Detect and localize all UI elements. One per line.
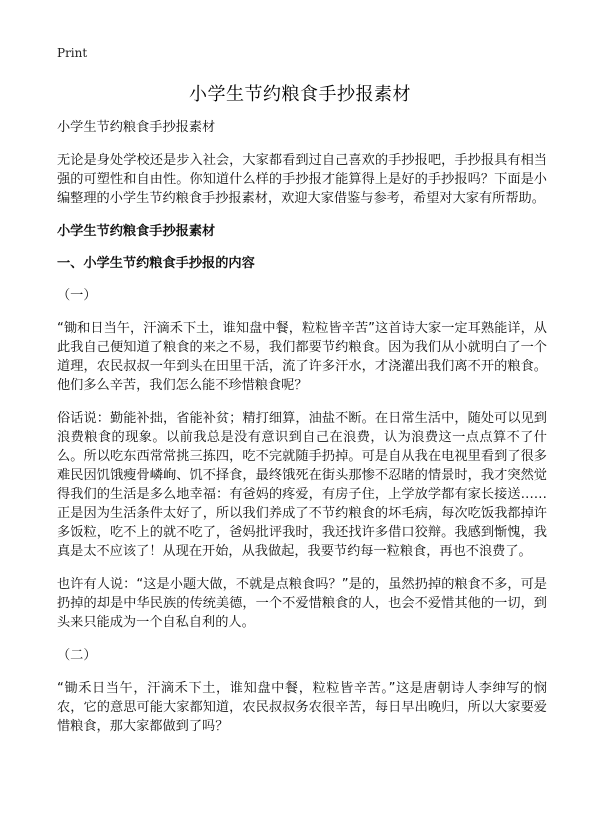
print-label: Print — [57, 46, 88, 60]
part-one-paragraph-1: “锄和日当午，汗滴禾下土，谁知盘中餐，粒粒皆辛苦”这首诗大家一定耳熟能详，从此我自己便知道了粮食的来之不易，我们都要节约粮食。因为我们从小就明白了一个道理，农民叔叔一年到头在田里干活，流了许多汗水，才浇灌出我们离不开的粮食。他们多么辛苦，我们怎么能不珍惜粮食呢？ — [57, 321, 547, 393]
document-subtitle: 小学生节约粮食手抄报素材 — [57, 120, 216, 135]
document-body — [57, 118, 547, 750]
part-two-marker: （二） — [57, 648, 97, 663]
subsection-heading: 一、小学生节约粮食手抄报的内容 — [57, 256, 255, 271]
part-one-paragraph-2: 俗话说：勤能补拙，省能补贫；精打细算，油盐不断。在日常生活中，随处可以见到浪费粮食的现象。以前我总是没有意识到自己在浪费，认为浪费这一点点算不了什么。所以吃东西常常挑三拣四，吃不完就随手扔掉。可是自从我在电视里看到了很多难民因饥饿瘦骨嶙峋、饥不择食，最终饿死在街头那惨不忍睹的情景时，我才突然觉得我们的生活是多么地幸福：有爸妈的疼爱，有房子住，上学放学都有家长接送……正是因为生活条件太好了，所以我们养成了不节约粮食的坏毛病，每次吃饭我都掉许多饭粒，吃不上的就不吃了，爸妈批评我时，我还找许多借口狡辩。我感到惭愧，我真是太不应该了！从现在开始，从我做起，我要节约每一粒粮食，再也不浪费了。 — [57, 411, 547, 559]
part-two-paragraph-1: “锄禾日当午，汗滴禾下土，谁知盘中餐，粒粒皆辛苦。”这是唐朝诗人李绅写的悯农，它的意思可能大家都知道，农民叔叔务农很辛苦，每日早出晚归，所以大家要爱惜粮食，那大家都做到了吗？ — [57, 681, 547, 734]
part-one-paragraph-3: 也许有人说：“这是小题大做，不就是点粮食吗？”是的，虽然扔掉的粮食不多，可是扔掉的却是中华民族的传统美德，一个不爱惜粮食的人，也会不爱惜其他的一切，到头来只能成为一个自私自利的人。 — [57, 577, 547, 630]
document-title: 小学生节约粮食手抄报素材 — [189, 84, 411, 105]
section-heading: 小学生节约粮食手抄报素材 — [57, 224, 216, 239]
intro-paragraph: 无论是身处学校还是步入社会，大家都看到过自己喜欢的手抄报吧，手抄报具有相当强的可塑性和自由性。你知道什么样的手抄报才能算得上是好的手抄报吗？下面是小编整理的小学生节约粮食手抄报素材，欢迎大家借鉴与参考，希望对大家有所帮助。 — [57, 153, 547, 206]
part-one-marker: （一） — [57, 288, 97, 303]
